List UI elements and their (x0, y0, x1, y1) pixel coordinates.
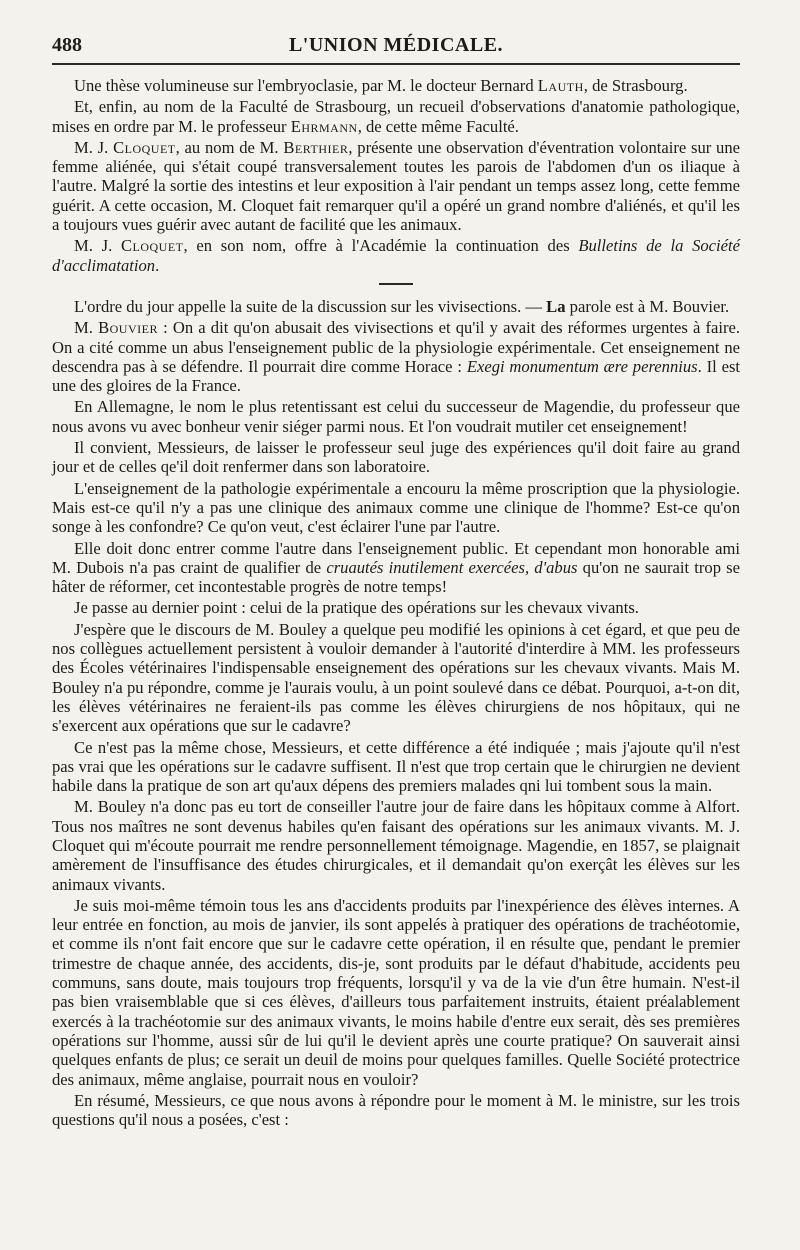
paragraph-1: Une thèse volumineuse sur l'embryoclasie, par M. le docteur Bernard Lauth, de Strasbourg. (74, 76, 688, 95)
section-separator (379, 283, 413, 285)
article-body (52, 76, 740, 1131)
speaker-name: Bouvier (98, 318, 158, 338)
header-rule (52, 63, 740, 65)
publication-title: Bulletins de la Société d'acclimatation (52, 236, 740, 275)
paragraph-10: Elle doit donc entrer comme l'autre dans l'enseignement public. Et cependant mon honorable ami M. Dubois n'a pas craint de qualifier de cruautés inutilement exercées, d'abus qu'on ne saurait trop se hâter de réformer, cet incontestable progrès de notre temps! (52, 538, 740, 597)
paragraph-4: M. J. Cloquet, en son nom, offre à l'Académie la continuation des Bulletins de la Société d'acclimatation. (52, 236, 740, 275)
paragraph-6: M. Bouvier : On a dit qu'on abusait des vivisections et qu'il y avait des réformes urgentes à faire. On a cité comme un abus l'enseignement public de la physiologie expérimentale. Cet enseignement ne descendra pas à se défendre. Il pourrait dire comme Horace : Exegi monumentum ære perennius. Il est une des gloires de la France. (52, 318, 741, 396)
paragraph-12: J'espère que le discours de M. Bouley a quelque peu modifié les opinions à cet égard, et que peu de nos collègues actuellement persistent à vouloir demander à l'autorité d'interdire à MM. les professeurs des Écoles vétérinaires l'indispensable enseignement des opérations sur les chevaux vivants. Mais M. Bouley n'a pu répondre, comme je l'aurais voulu, à un point soulevé dans ce débat. Pourquoi, a-t-on dit, les élèves vétérinaires ne feraient-ils pas comme les élèves chirurgiens de nos hôpitaux, qui ne s'exercent aux opérations que sur le cadavre? (52, 619, 740, 736)
paragraph-13: Ce n'est pas la même chose, Messieurs, et cette différence a été indiquée ; mais j'ajoute qu'il n'est pas vrai que les opérations sur le cadavre suffisent. Il n'est que trop certain que le chirurgien ne devient habile dans la pratique de son art qu'aux dépens des premiers malades qni lui tombent sous la main. (52, 737, 740, 796)
speaker-name: Cloquet (113, 137, 176, 157)
page-header (52, 34, 740, 58)
author-name: Lauth (537, 76, 584, 95)
paragraph-16: En résumé, Messieurs, ce que nous avons à répondre pour le moment à M. le ministre, sur les trois questions qu'il nous a posées, c'est : (52, 1090, 740, 1130)
latin-quote: Exegi monumentum ære perennius (466, 356, 698, 376)
paragraph-15: Je suis moi-même témoin tous les ans d'accidents produits par l'inexpérience des élèves internes. A leur entrée en fonction, au mois de janvier, ils sont appelés à pratiquer des opérations de trachéotomie, et comme ils n'ont fait encore que sur le cadavre cette opération, il en résulte que, pendant le premier trimestre de chaque année, des accidents, dis-je, sont produits par le défaut d'habitude, accidents peu communs, sans doute, mais toujours trop fréquents, lorsqu'il y va de la vie d'un être humain. N'est-il pas bien vraisemblable que si ces élèves, d'ailleurs tous parfaitement instruits, étaient préalablement exercés à la trachéotomie sur des animaux vivants, le moins habile d'entre eux serait, dès ses premières opérations sur l'homme, aussi sûr de lui qu'il le devient après une courte pratique? On sauverait ainsi quelques enfants de plus; ce serait un deuil de moins pour quelques familles. Quelle Société protectrice des animaux, même anglaise, pourrait nous en vouloir? (52, 895, 740, 1089)
paragraph-7: En Allemagne, le nom le plus retentissant est celui du successeur de Magendie, du professeur que nous avons vu avec bonheur venir siéger parmi nous. Et l'on voudrait mutiler cet enseignement! (52, 397, 740, 436)
page-number: 488 (52, 34, 82, 56)
paragraph-11: Je passe au dernier point : celui de la pratique des opérations sur les chevaux vivants. (74, 598, 639, 618)
author-name: Ehrmann (290, 116, 358, 136)
paragraph-9: L'enseignement de la pathologie expérimentale a encouru la même proscription que la physiologie. Mais est-ce qu'il n'y a pas une clinique des animaux comme une clinique de l'homme? Est-ce qu'on songe à les confondre? Ce qu'on veut, c'est éclairer l'une par l'autre. (52, 478, 740, 537)
quoted-phrase: cruautés inutilement exercées, d'abus (326, 557, 578, 577)
paragraph-14: M. Bouley n'a donc pas eu tort de conseiller l'autre jour de faire dans les hôpitaux comme à Alfort. Tous nos maîtres ne sont devenus habiles qu'en faisant des opérations sur les animaux vivants. M. J. Cloquet qui m'écoute pourrait me rendre personnellement témoignage. Magendie, en 1857, se plaignait amèrement de l'insuffisance des études chirurgicales, et il demandait qu'on exerçât les élèves sur les animaux vivants. (52, 797, 740, 894)
paragraph-5: L'ordre du jour appelle la suite de la discussion sur les vivisections. — La parole est à M. Bouvier. (74, 296, 730, 316)
paragraph-3: M. J. Cloquet, au nom de M. Berthier, présente une observation d'éventration volontaire sur une femme aliénée, qui s'était coupé transversalement toutes les parois de l'abdomen d'un os iliaque à l'autre. Malgré la sortie des intestins et leur exposition à l'air pendant un temps assez long, cette femme guérit. A cette occasion, M. Cloquet fait remarquer qu'il a opéré un grand nombre d'aliénés, et qu'il les a toujours vues guérir avec autant de facilité que les animaux. (52, 137, 741, 235)
author-name: Berthier (283, 137, 349, 157)
paragraph-8: Il convient, Messieurs, de laisser le professeur seul juge des expériences qu'il doit faire au grand jour et de celles qe'il doit renfermer dans son laboratoire. (52, 438, 740, 477)
paragraph-2: Et, enfin, au nom de la Faculté de Strasbourg, un recueil d'observations d'anatomie pathologique, mises en ordre par M. le professeur Ehrmann, de cette même Faculté. (52, 97, 740, 136)
speaker-name: Cloquet (120, 236, 184, 256)
journal-title: L'UNION MÉDICALE. (288, 34, 504, 56)
